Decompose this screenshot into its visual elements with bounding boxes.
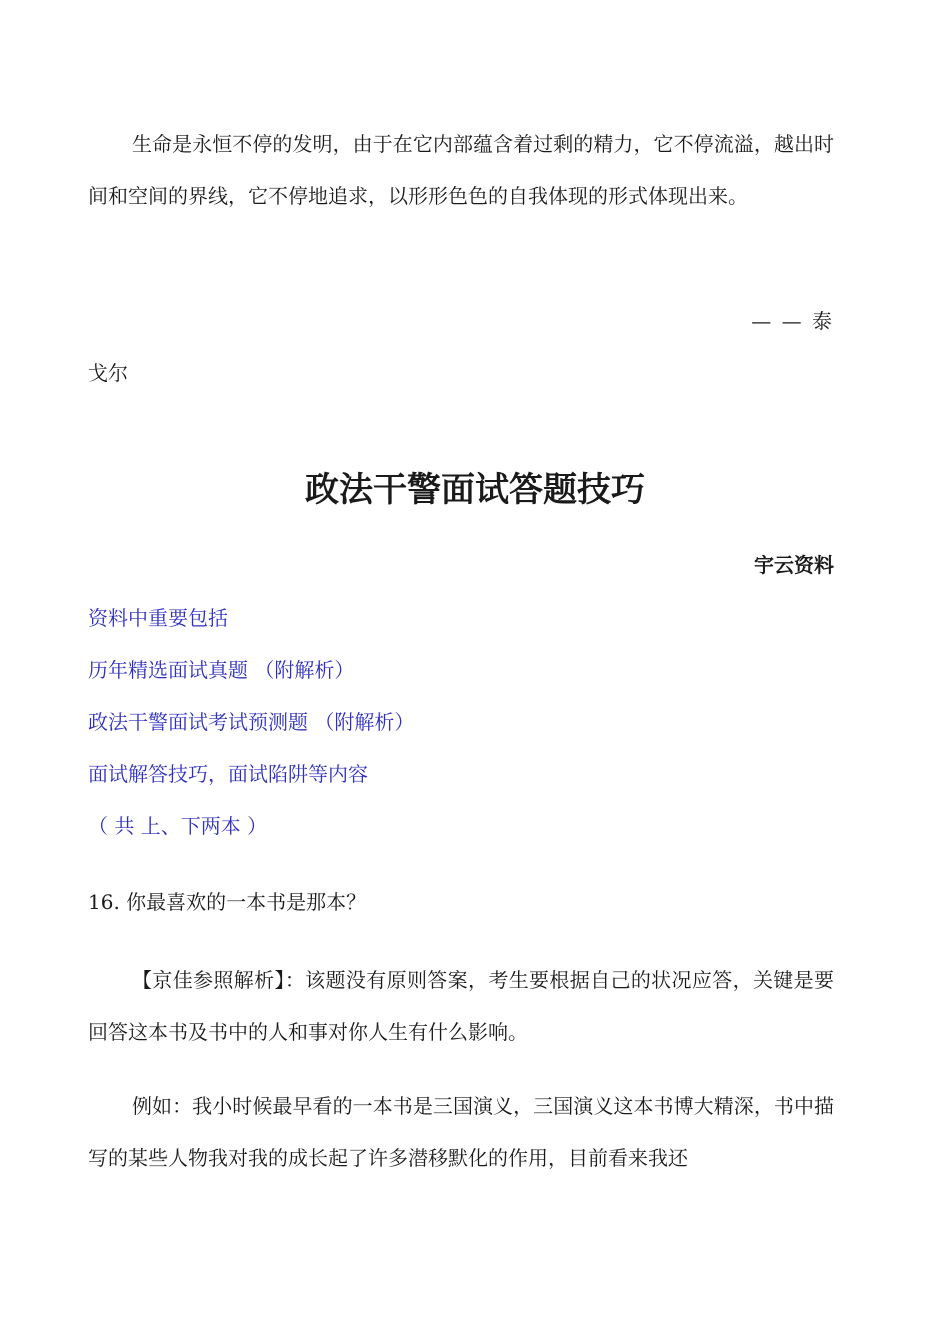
promo-item: （ 共 上、下两本 ） bbox=[88, 814, 268, 838]
question-heading: 16. 你最喜欢的一本书是那本？ bbox=[88, 890, 367, 914]
promo-list bbox=[88, 600, 834, 860]
document-title: 政法干警面试答题技巧 bbox=[305, 470, 645, 510]
quote-paragraph: 生命是永恒不停的发明，由于在它内部蕴含着过剩的精力，它不停流溢，越出时间和空间的界线，它不停地追求，以形形色色的自我体现的形式体现出来。 bbox=[88, 132, 834, 208]
promo-item: 历年精选面试真题 （附解析） bbox=[88, 658, 355, 682]
answer-paragraph-2: 例如：我小时候最早看的一本书是三国演义，三国演义这本书博大精深，书中描写的某些人物我对我的成长起了许多潜移默化的作用，目前看来我还 bbox=[88, 1094, 834, 1170]
quote-attribution-dash: — — 泰 bbox=[751, 309, 834, 333]
promo-item: 政法干警面试考试预测题 （附解析） bbox=[88, 710, 415, 734]
document-author: 宇云资料 bbox=[754, 553, 834, 577]
promo-item: 面试解答技巧，面试陷阱等内容 bbox=[88, 762, 368, 786]
answer-paragraph-1: 【京佳参照解析】：该题没有原则答案，考生要根据自己的状况应答，关键是要回答这本书及书中的人和事对你人生有什么影响。 bbox=[88, 968, 834, 1044]
quote-attribution-name: 戈尔 bbox=[88, 361, 128, 385]
promo-item: 资料中重要包括 bbox=[88, 606, 228, 630]
